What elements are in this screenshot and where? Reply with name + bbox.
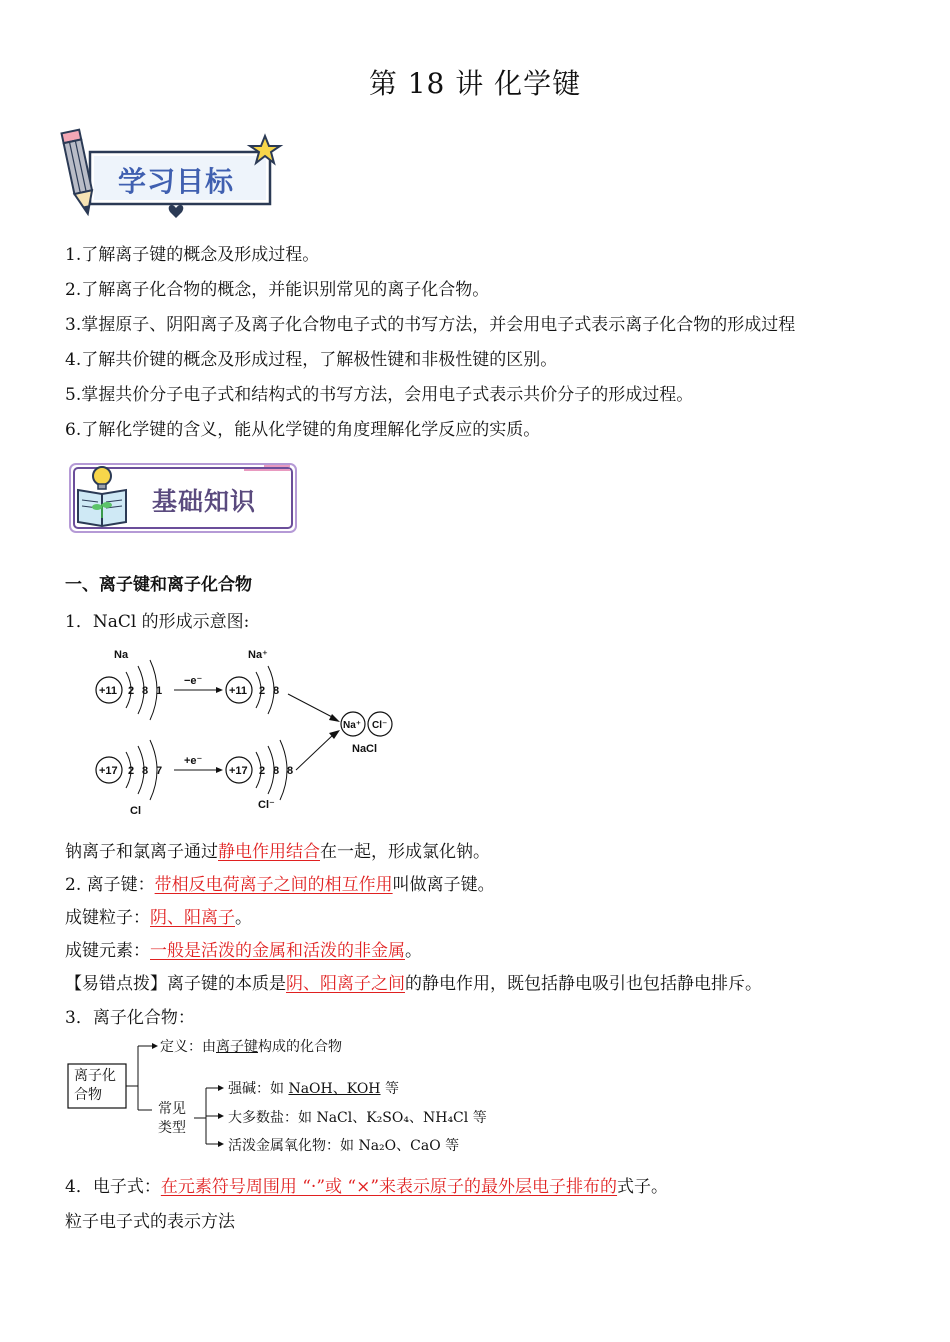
product-cl-ion: Cl⁻ — [372, 720, 388, 731]
error-tip — [65, 969, 762, 994]
cl-shell-1: 2 — [128, 765, 135, 777]
strong-base-post: 等 — [380, 1081, 399, 1097]
overview-types — [158, 1100, 186, 1138]
bonding-particles — [65, 903, 252, 928]
types-line2: 类型 — [158, 1120, 186, 1136]
na-ion-nucleus-charge: +11 — [229, 685, 248, 697]
para-electrostatic — [65, 837, 490, 862]
cl-ion-nucleus-charge: +17 — [229, 765, 248, 777]
lose-electron-label: −e⁻ — [184, 675, 203, 687]
strong-base-examples: NaOH、KOH — [288, 1081, 381, 1097]
objective-2: 2.了解离子化合物的概念，并能识别常见的离子化合物。 — [65, 280, 490, 300]
product-label: NaCl — [352, 743, 378, 755]
basic-knowledge-label: 基础知识 — [152, 487, 257, 516]
para-electrostatic-post: 在一起，形成氯化钠。 — [320, 842, 490, 862]
product-na-ion: Na⁺ — [343, 720, 362, 731]
types-line1: 常见 — [158, 1101, 186, 1117]
na-ion-label: Na⁺ — [248, 649, 268, 661]
overview-strong-base — [228, 1078, 399, 1098]
learning-goals-banner — [60, 122, 290, 222]
na-shell-3: 1 — [156, 685, 163, 697]
cl-shell-3: 7 — [156, 765, 163, 777]
bonding-particles-answer: 阴、阳离子 — [150, 908, 235, 928]
item-1-label: 1．NaCl 的形成示意图: — [65, 612, 250, 632]
bonding-particles-pre: 成键粒子： — [65, 908, 150, 928]
error-tip-answer: 阴、阳离子之间 — [286, 974, 405, 994]
overview-root-line1: 离子化 — [74, 1068, 116, 1084]
subheading-particle-formula: 粒子电子式的表示方法 — [65, 1212, 235, 1232]
overview-salts: 大多数盐：如 NaCl、K₂SO₄、NH₄Cl 等 — [228, 1110, 487, 1126]
ionic-bond-post: 叫做离子键。 — [392, 875, 495, 895]
electron-formula-post: 式子。 — [617, 1177, 669, 1197]
bonding-elements-answer: 一般是活泼的金属和活泼的非金属 — [150, 941, 405, 961]
objective-1: 1.了解离子键的概念及形成过程。 — [65, 245, 320, 265]
definition-key: 离子键 — [216, 1039, 258, 1055]
na-shell-1: 2 — [128, 685, 135, 697]
ionic-compound-overview — [66, 1032, 486, 1162]
learning-goals-label: 学习目标 — [118, 165, 235, 198]
na-label: Na — [114, 649, 129, 661]
objective-6: 6.了解化学键的含义，能从化学键的角度理解化学反应的实质。 — [65, 420, 541, 440]
bonding-elements — [65, 936, 422, 961]
definition-post: 构成的化合物 — [258, 1039, 342, 1055]
bonding-particles-post: 。 — [235, 908, 252, 928]
cl-nucleus-charge: +17 — [99, 765, 118, 777]
overview-root-line2: 合物 — [74, 1087, 102, 1103]
electron-formula-answer: 在元素符号周围用 “·”或 “×”来表示原子的最外层电子排布的 — [160, 1177, 618, 1197]
page-title: 第 18 讲 化学键 — [368, 67, 582, 100]
nacl-formation-diagram — [90, 642, 410, 822]
na-nucleus-charge: +11 — [99, 685, 118, 697]
ionic-bond-pre: 2. 离子键： — [65, 875, 155, 895]
item-3-label: 3．离子化合物： — [65, 1008, 195, 1028]
overview-definition — [160, 1036, 342, 1056]
basic-knowledge-banner — [64, 460, 302, 536]
cl-label: Cl — [130, 805, 141, 817]
bonding-elements-pre: 成键元素： — [65, 941, 150, 961]
error-tip-post: 的静电作用，既包括静电吸引也包括静电排斥。 — [405, 974, 762, 994]
overview-oxides: 活泼金属氧化物：如 Na₂O、CaO 等 — [228, 1138, 460, 1154]
electron-formula-pre: 4．电子式： — [65, 1177, 161, 1197]
cl-shell-2: 8 — [142, 765, 149, 777]
gain-electron-label: +e⁻ — [184, 755, 203, 767]
ionic-bond-definition — [65, 870, 495, 895]
electron-formula-definition — [65, 1172, 668, 1197]
ionic-bond-answer: 带相反电荷离子之间的相互作用 — [154, 875, 393, 895]
objective-4: 4.了解共价键的概念及形成过程，了解极性键和非极性键的区别。 — [65, 350, 558, 370]
strong-base-pre: 强碱：如 — [228, 1081, 289, 1097]
cl-ion-shell-3: 8 — [287, 765, 294, 777]
definition-pre: 定义：由 — [160, 1039, 216, 1055]
cl-ion-shell-2: 8 — [273, 765, 280, 777]
objective-5: 5.掌握共价分子电子式和结构式的书写方法，会用电子式表示共价分子的形成过程。 — [65, 385, 694, 405]
overview-root — [74, 1067, 116, 1105]
na-shell-2: 8 — [142, 685, 149, 697]
objective-3: 3.掌握原子、阴阳离子及离子化合物电子式的书写方法，并会用电子式表示离子化合物的形成过程 — [65, 315, 796, 335]
bonding-elements-post: 。 — [405, 941, 422, 961]
section-heading: 一、离子键和离子化合物 — [65, 575, 252, 595]
na-ion-shell-1: 2 — [259, 685, 266, 697]
cl-ion-label: Cl⁻ — [258, 799, 275, 811]
cl-ion-shell-1: 2 — [259, 765, 266, 777]
para-electrostatic-answer: 静电作用结合 — [218, 842, 320, 862]
error-tip-pre: 【易错点拨】离子键的本质是 — [65, 974, 286, 994]
para-electrostatic-pre: 钠离子和氯离子通过 — [65, 842, 218, 862]
na-ion-shell-2: 8 — [273, 685, 280, 697]
